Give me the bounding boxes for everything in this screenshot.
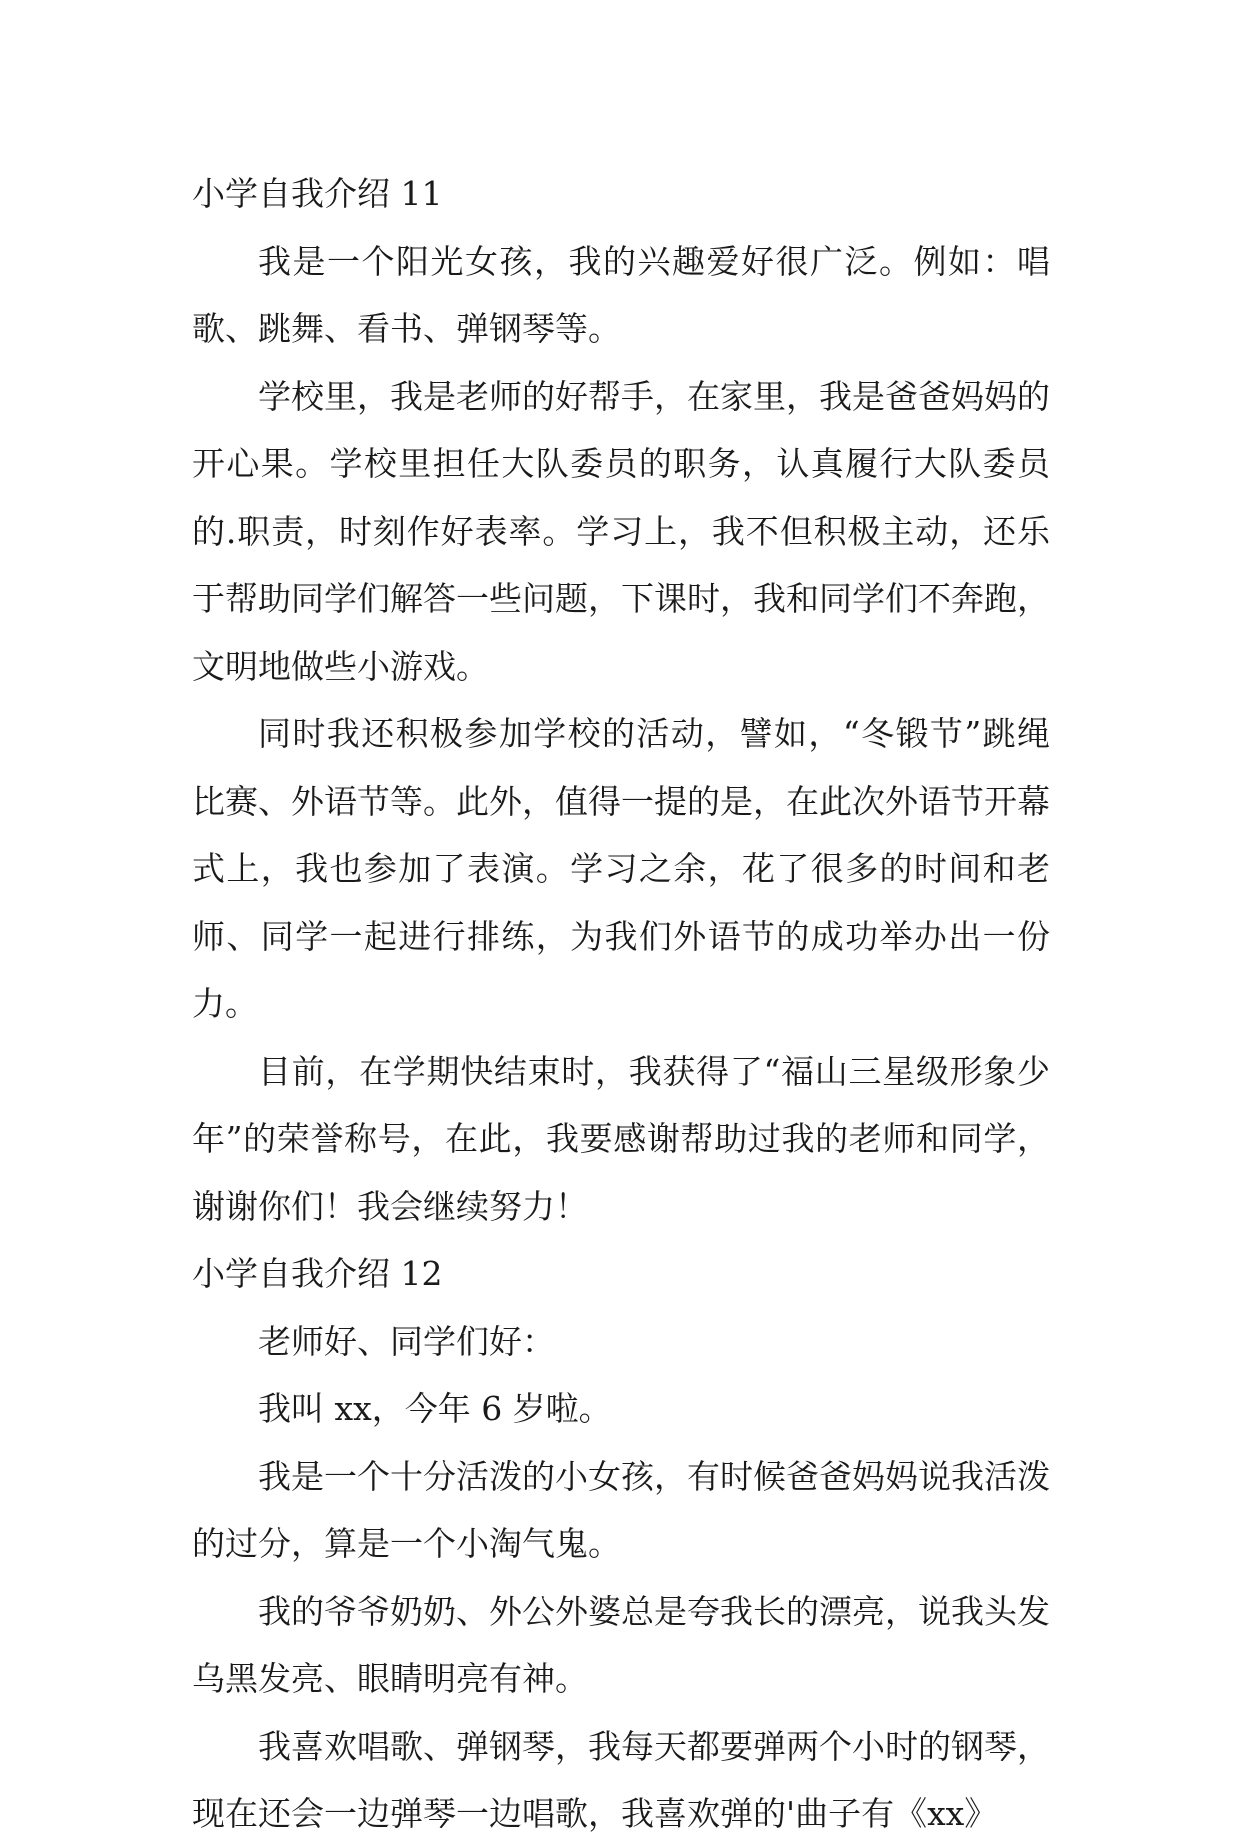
- paragraph: 我是一个阳光女孩，我的兴趣爱好很广泛。例如：唱歌、跳舞、看书、弹钢琴等。: [192, 241, 1050, 348]
- section-11: [192, 160, 1050, 1240]
- paragraph: 同时我还积极参加学校的活动，譬如，“冬锻节”跳绳比赛、外语节等。此外，值得一提的是，在此次外语节开幕式上，我也参加了表演。学习之余，花了很多的时间和老师、同学一起进行排练，为我们外语节的成功举办出一份力。: [192, 714, 1050, 1023]
- section-title: 小学自我介绍 11: [192, 174, 443, 213]
- paragraph: 目前，在学期快结束时，我获得了“福山三星级形象少年”的荣誉称号，在此，我要感谢帮助过我的老师和同学，谢谢你们！我会继续努力！: [192, 1051, 1050, 1226]
- paragraph: 我的爷爷奶奶、外公外婆总是夸我长的漂亮，说我头发乌黑发亮、眼睛明亮有神。: [192, 1591, 1050, 1698]
- paragraph: 我是一个十分活泼的小女孩，有时候爸爸妈妈说我活泼的过分，算是一个小淘气鬼。: [192, 1456, 1050, 1563]
- paragraph: 学校里，我是老师的好帮手，在家里，我是爸爸妈妈的开心果。学校里担任大队委员的职务，认真履行大队委员的.职责，时刻作好表率。学习上，我不但积极主动，还乐于帮助同学们解答一些问题，下课时，我和同学们不奔跑，文明地做些小游戏。: [192, 376, 1050, 686]
- paragraph: 我叫 xx，今年 6 岁啦。: [258, 1389, 612, 1428]
- section-title: 小学自我介绍 12: [192, 1254, 443, 1293]
- paragraph: 我喜欢唱歌、弹钢琴，我每天都要弹两个小时的钢琴，现在还会一边弹琴一边唱歌，我喜欢弹的'曲子有《xx》: [192, 1726, 1050, 1833]
- section-12: [192, 1240, 1050, 1848]
- paragraph: 老师好、同学们好：: [258, 1321, 555, 1361]
- document-body: [192, 160, 1050, 1848]
